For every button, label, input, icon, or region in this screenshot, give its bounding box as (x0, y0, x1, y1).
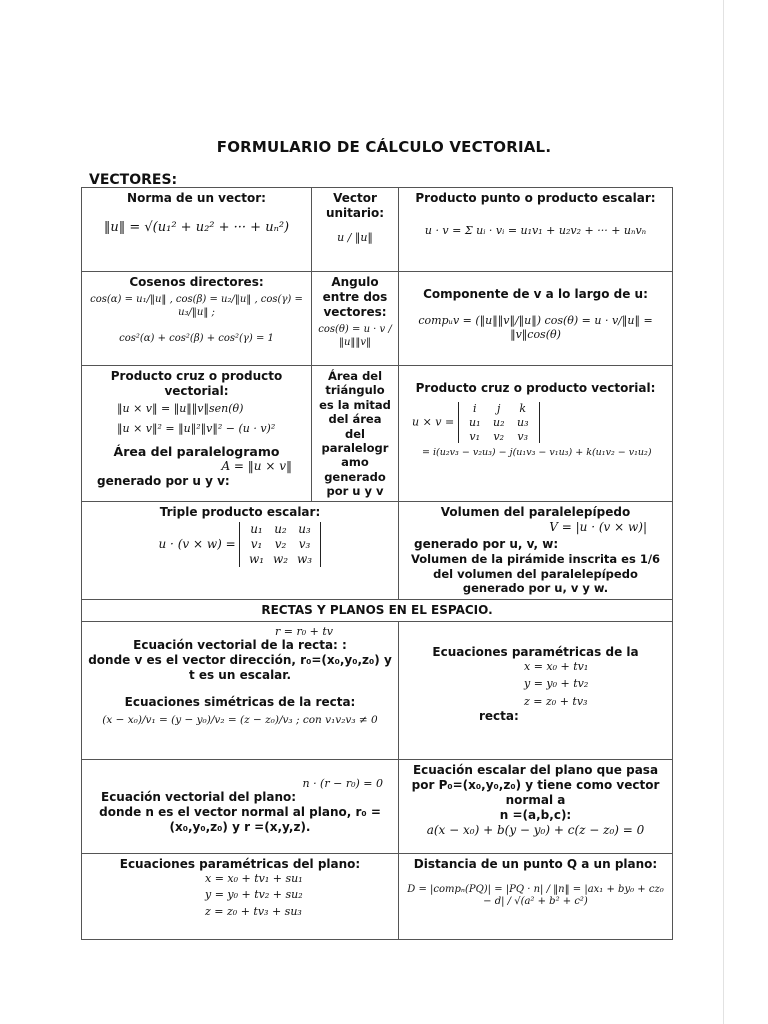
det-cell: u₃ (516, 415, 529, 429)
angulo-formula: cos(θ) = u · v / ‖u‖‖v‖ (318, 324, 392, 348)
triple-determinant (239, 522, 321, 567)
det-cell: v₁ (250, 537, 263, 552)
plano-param-f1: x = x₀ + tv₁ + su₁ (205, 871, 303, 885)
recta-vec-colon: : (342, 638, 347, 653)
unitario-label: Vector unitario: (325, 191, 385, 220)
recta-vec-label-text: Ecuación vectorial de la recta: (133, 638, 338, 653)
cruz-expansion: = i(u₂v₃ − v₂u₃) − j(u₁v₃ − v₁u₃) + k(u₁v₂ − v₁u₂) (422, 447, 652, 459)
cruz-determinant (458, 402, 540, 443)
plano-esc-label: Ecuación escalar del plano que pasa por P₀=(x₀,y₀,z₀) y tiene como vector normal a (411, 762, 660, 807)
formula-table (81, 187, 673, 940)
recta-vec-formula: r = r₀ + tv (275, 624, 333, 638)
angulo-label: Angulo entre dos vectores: (322, 275, 388, 319)
det-cell: v₃ (298, 537, 311, 552)
recta-param-f2: y = y₀ + tv₂ (524, 677, 589, 691)
recta-param-label: Ecuaciones paramétricas de la (432, 644, 639, 659)
det-cell: u₁ (250, 522, 263, 537)
section-rectas-label: RECTAS Y PLANOS EN EL ESPACIO. (82, 599, 673, 621)
cruz-right-label: Producto cruz o producto vectorial: (415, 381, 656, 395)
volumen-label: Volumen del paralelepípedo (440, 505, 631, 520)
cell-recta-vectorial (82, 621, 399, 759)
cell-unitario (312, 188, 399, 272)
plano-vec-desc: donde n es el vector normal al plano, r₀ =(x₀,y₀,z₀) y r =(x,y,z). (99, 805, 381, 835)
det-cell: u₂ (492, 415, 505, 429)
cell-plano-vectorial (82, 759, 399, 853)
cell-norma (82, 188, 312, 272)
volumen-text-1: generado por u, v, w: (414, 537, 559, 552)
cell-cosenos (82, 272, 312, 366)
cell-triple (82, 502, 399, 599)
det-cell: v₂ (493, 429, 505, 443)
det-cell: i (472, 402, 477, 415)
det-cell: v₂ (274, 537, 287, 552)
det-cell: u₃ (298, 522, 311, 537)
section-vectores-label: VECTORES: (89, 172, 178, 188)
recta-sim-label: Ecuaciones simétricas de la recta: (124, 695, 356, 710)
cruz-right-lhs: u × v = (412, 415, 455, 429)
unitario-formula: u / ‖u‖ (337, 231, 373, 244)
cell-plano-escalar (399, 759, 673, 853)
det-cell: w₂ (272, 552, 289, 567)
componente-label: Componente de v a lo largo de u: (423, 287, 648, 301)
distancia-formula: D = |compₙ(PQ)| = |PQ · n| / ‖n‖ = |ax₁ + by₀ + cz₀ − d| / √(a² + b² + c²) (407, 883, 664, 907)
det-cell: k (519, 402, 527, 415)
cosenos-formula-2: cos²(α) + cos²(β) + cos²(γ) = 1 (119, 333, 274, 344)
triple-lhs: u · (v × w) = (158, 537, 236, 552)
plano-param-label: Ecuaciones paramétricas del plano: (119, 856, 361, 871)
cell-triangulo (312, 366, 399, 502)
cosenos-label: Cosenos directores: (129, 275, 264, 289)
det-cell: v₁ (469, 429, 481, 443)
cell-plano-parametricas (82, 853, 399, 939)
cell-recta-parametricas (399, 621, 673, 759)
triangulo-label: Área del triángulo es la mitad del área del paralelogr amo generado por u y v (319, 369, 391, 498)
plano-param-f2: y = y₀ + tv₂ + su₂ (205, 888, 303, 902)
cruz-left-label: Producto cruz o producto vectorial: (110, 369, 283, 398)
row-cosenos (82, 272, 673, 366)
row-norma (82, 188, 673, 272)
recta-param-f3: z = z₀ + tv₃ (524, 695, 588, 708)
recta-vec-label (87, 638, 393, 653)
cell-cruz-right (399, 366, 673, 502)
volumen-text-2: Volumen de la pirámide inscrita es 1/6 del volumen del paralelepípedo generado por u, v y w. (410, 552, 661, 596)
cruz-left-formula-2: ‖u × v‖² = ‖u‖²‖v‖² − (u · v)² (117, 421, 276, 435)
recta-param-f1: x = x₀ + tv₁ (524, 659, 589, 673)
componente-formula: compᵤv = (‖u‖‖v‖/‖u‖) cos(θ) = u · v/‖u‖ = ‖v‖cos(θ) (418, 314, 653, 341)
punto-label: Producto punto o producto escalar: (415, 191, 656, 205)
cell-punto (399, 188, 673, 272)
recta-sim-formula: (x − x₀)/v₁ = (y − y₀)/v₂ = (z − z₀)/v₃ ; con v₁v₂v₃ ≠ 0 (102, 714, 378, 727)
row-cruz (82, 366, 673, 502)
row-plano (82, 759, 673, 853)
det-cell: v₃ (517, 429, 529, 443)
plano-vec-label: Ecuación vectorial del plano: (101, 790, 297, 805)
cosenos-formula-1: cos(α) = u₁/‖u‖ , cos(β) = u₂/‖u‖ , cos(γ) = u₃/‖u‖ ; (90, 294, 303, 318)
area-formula: A = ‖u × v‖ (221, 459, 292, 474)
recta-vec-desc: donde v es el vector dirección, r₀=(x₀,y₀,z₀) y t es un escalar. (88, 653, 392, 683)
row-recta (82, 621, 673, 759)
row-plano-param (82, 853, 673, 939)
cell-cruz-left (82, 366, 312, 502)
plano-vec-formula: n · (r − r₀) = 0 (302, 776, 383, 790)
volumen-formula: V = |u · (v × w)| (549, 520, 647, 535)
triple-label: Triple producto escalar: (159, 505, 321, 520)
row-section-rectas (82, 599, 673, 621)
norma-label: Norma de un vector: (127, 191, 266, 205)
det-cell: u₁ (468, 415, 481, 429)
cell-angulo (312, 272, 399, 366)
recta-param-tail: recta: (479, 708, 519, 723)
norma-formula: ‖u‖ = √(u₁² + u₂² + ··· + uₙ²) (103, 220, 290, 235)
area-tail: generado por u y v: (97, 474, 230, 489)
cell-volumen (399, 502, 673, 599)
plano-esc-n: n =(a,b,c): (499, 807, 572, 822)
plano-esc-formula: a(x − x₀) + b(y − y₀) + c(z − z₀) = 0 (426, 822, 645, 837)
det-cell: w₁ (248, 552, 265, 567)
plano-param-f3: z = z₀ + tv₃ + su₃ (205, 905, 302, 918)
cell-distancia (399, 853, 673, 939)
document-title: FORMULARIO DE CÁLCULO VECTORIAL. (216, 138, 552, 156)
punto-formula: u · v = Σ uᵢ · vᵢ = u₁v₁ + u₂v₂ + ··· + uₙvₙ (424, 224, 647, 237)
cruz-left-formula-1: ‖u × v‖ = ‖u‖‖v‖sen(θ) (117, 402, 244, 415)
det-cell: j (497, 402, 501, 415)
det-cell: u₂ (274, 522, 287, 537)
row-triple (82, 502, 673, 599)
det-cell: w₃ (296, 552, 313, 567)
area-label: Área del paralelogramo (113, 443, 280, 459)
cell-componente (399, 272, 673, 366)
distancia-label: Distancia de un punto Q a un plano: (413, 856, 658, 871)
